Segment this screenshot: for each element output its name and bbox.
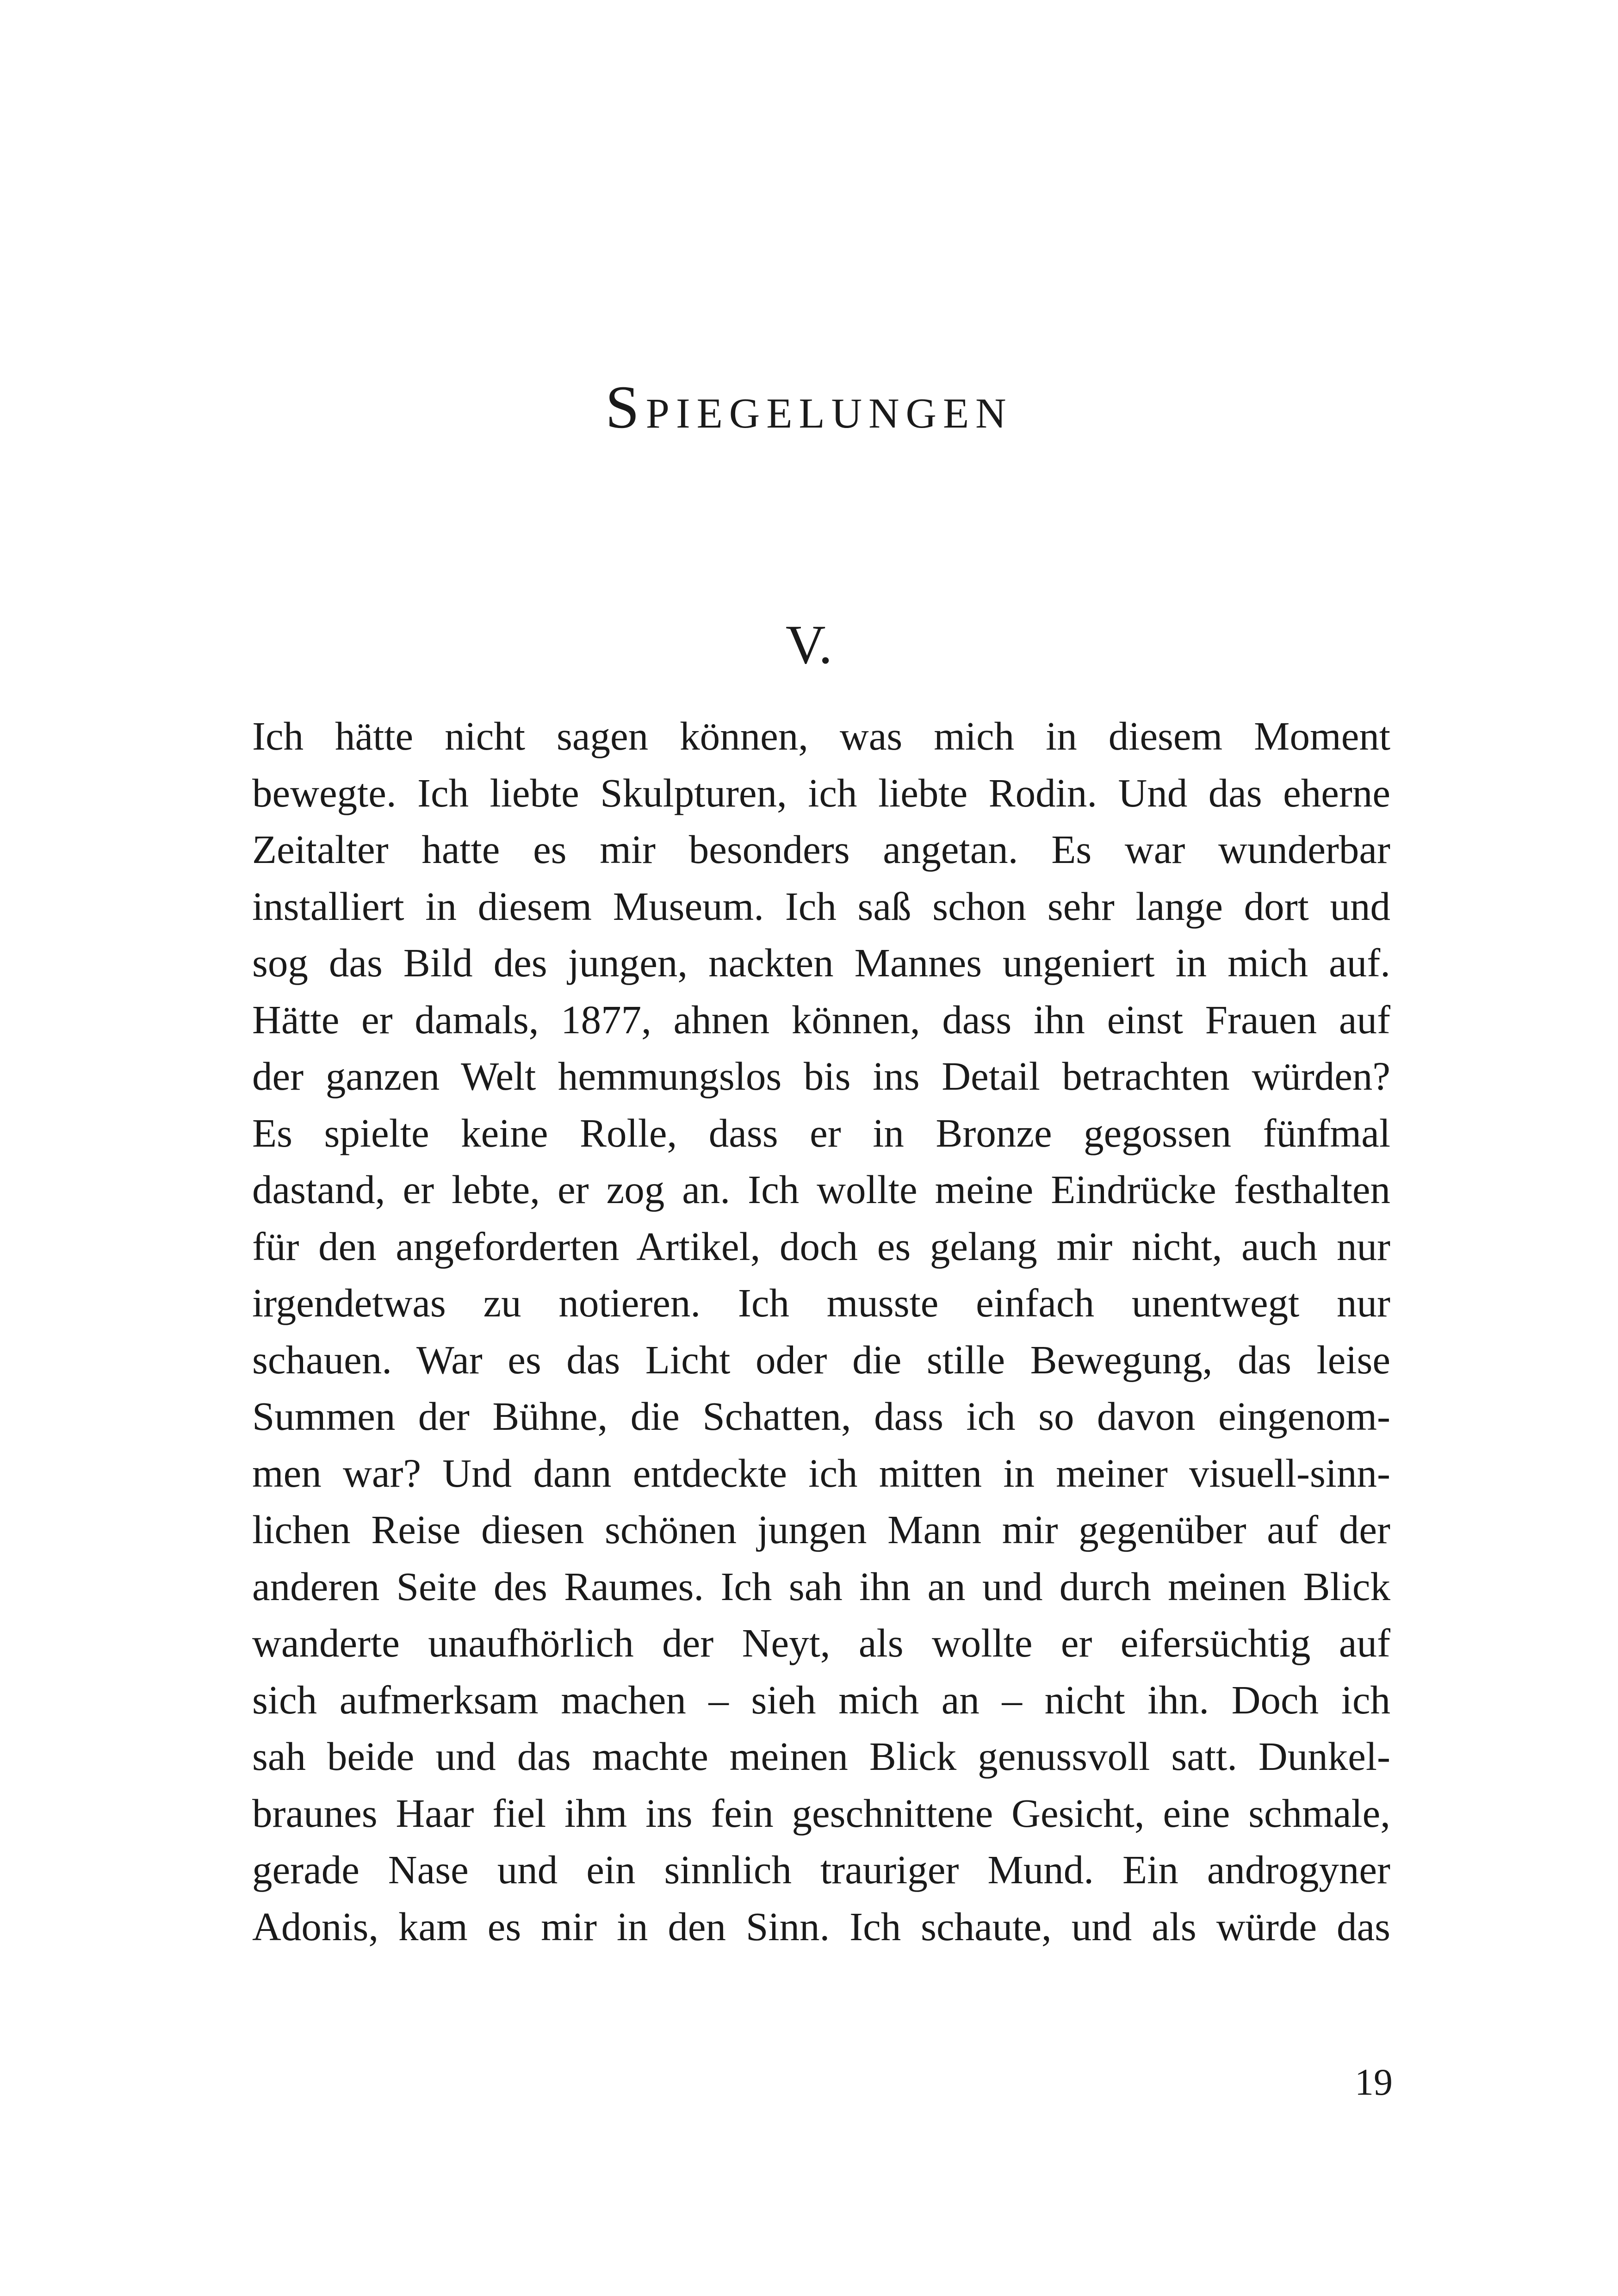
text-line: gerade Nase und ein sinnlich trauriger Mund. Ein androgyner (252, 1847, 1390, 1892)
text-line: bewegte. Ich liebte Skulpturen, ich liebte Rodin. Und das eherne (252, 770, 1390, 815)
text-line: sog das Bild des jungen, nackten Mannes ungeniert in mich auf. (252, 940, 1390, 985)
text-line: irgendetwas zu notieren. Ich musste einfach unentwegt nur (252, 1280, 1390, 1325)
text-line: wanderte unaufhörlich der Neyt, als wollte er eifersüchtig auf (252, 1620, 1390, 1665)
text-line: braunes Haar fiel ihm ins fein geschnittene Gesicht, eine schmale, (252, 1790, 1390, 1836)
text-line: der ganzen Welt hemmungslos bis ins Detail betrachten würden? (252, 1054, 1390, 1098)
chapter-title: Spiegelungen (605, 373, 1013, 441)
text-line: Es spielte keine Rolle, dass er in Bronze gegossen fünfmal (252, 1110, 1390, 1155)
text-line: installiert in diesem Museum. Ich saß schon sehr lange dort und (252, 883, 1390, 929)
text-line: Ich hätte nicht sagen können, was mich in diesem Moment (252, 714, 1390, 758)
text-line: Summen der Bühne, die Schatten, dass ich so davon eingenom- (252, 1394, 1390, 1439)
text-line: sich aufmerksam machen – sieh mich an – nicht ihn. Doch ich (252, 1677, 1390, 1722)
text-line: lichen Reise diesen schönen jungen Mann mir gegenüber auf der (252, 1507, 1390, 1552)
text-line: Adonis, kam es mir in den Sinn. Ich schaute, und als würde das (252, 1904, 1390, 1949)
text-line: schauen. War es das Licht oder die stille Bewegung, das leise (252, 1337, 1390, 1382)
body-text (252, 708, 1390, 1955)
text-line: Hätte er damals, 1877, ahnen können, dass ihn einst Frauen auf (252, 997, 1390, 1042)
text-line: sah beide und das machte meinen Blick genussvoll satt. Dunkel- (252, 1734, 1390, 1779)
text-line: Zeitalter hatte es mir besonders angetan. Es war wunderbar (252, 827, 1390, 872)
text-line: men war? Und dann entdeckte ich mitten in meiner visuell-sinn- (252, 1450, 1390, 1496)
page-number: 19 (1355, 2061, 1393, 2103)
text-line: für den angeforderten Artikel, doch es gelang mir nicht, auch nur (252, 1223, 1390, 1269)
text-line: dastand, er lebte, er zog an. Ich wollte meine Eindrücke festhalten (252, 1167, 1390, 1212)
section-number: V. (785, 614, 833, 675)
text-line: anderen Seite des Raumes. Ich sah ihn an und durch meinen Blick (252, 1564, 1390, 1609)
